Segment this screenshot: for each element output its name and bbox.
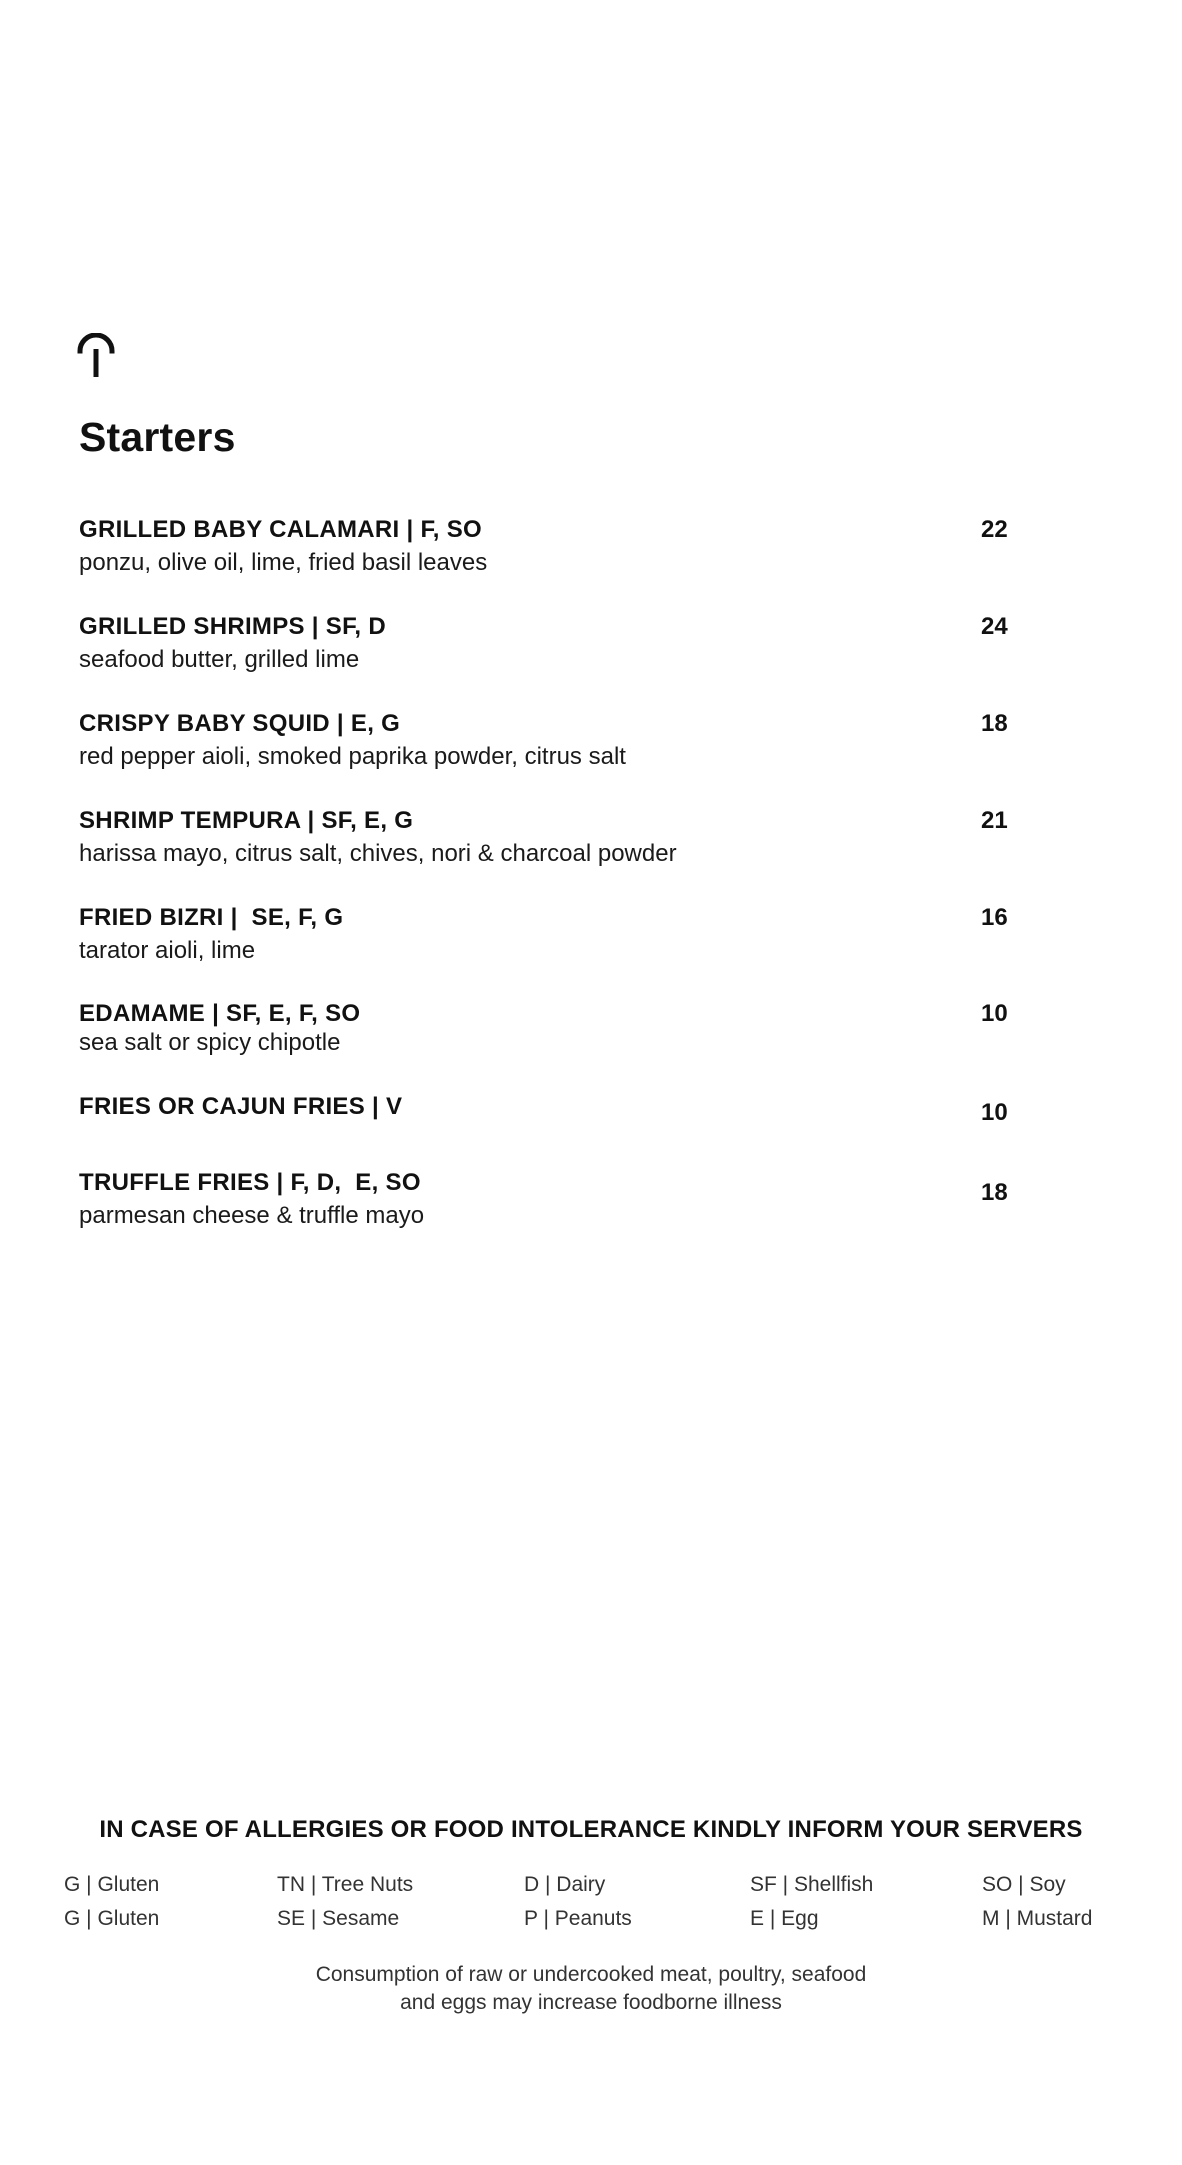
item-price: 22 bbox=[981, 516, 1008, 543]
health-disclaimer bbox=[0, 1961, 1182, 2017]
allergen-tree-nuts: TN | Tree Nuts bbox=[277, 1873, 414, 1896]
allergen-soy: SO | Soy bbox=[982, 1873, 1066, 1896]
allergen-sesame: SE | Sesame bbox=[277, 1907, 400, 1930]
item-price: 18 bbox=[981, 1179, 1008, 1206]
item-price: 16 bbox=[981, 904, 1008, 931]
allergen-dairy: D | Dairy bbox=[524, 1873, 606, 1896]
item-description: sea salt or spicy chipotle bbox=[79, 1029, 341, 1056]
disclaimer-line-1: Consumption of raw or undercooked meat, poultry, seafood bbox=[315, 1963, 867, 1986]
item-description: ponzu, olive oil, lime, fried basil leaves bbox=[79, 549, 488, 576]
item-description: parmesan cheese & truffle mayo bbox=[79, 1202, 425, 1229]
item-description: tarator aioli, lime bbox=[79, 937, 256, 964]
menu-list bbox=[79, 0, 1019, 1300]
item-price: 10 bbox=[981, 1099, 1008, 1126]
item-description: harissa mayo, citrus salt, chives, nori & charcoal powder bbox=[79, 840, 677, 867]
item-price: 21 bbox=[981, 807, 1008, 834]
item-description: seafood butter, grilled lime bbox=[79, 646, 360, 673]
item-price: 10 bbox=[981, 1000, 1008, 1027]
item-name: FRIES OR CAJUN FRIES | V bbox=[79, 1093, 403, 1120]
item-description: red pepper aioli, smoked paprika powder, citrus salt bbox=[79, 743, 626, 770]
item-name: GRILLED BABY CALAMARI | F, SO bbox=[79, 516, 482, 543]
item-name: SHRIMP TEMPURA | SF, E, G bbox=[79, 807, 414, 834]
section-title: Starters bbox=[79, 414, 236, 460]
item-name: FRIED BIZRI | SE, F, G bbox=[79, 904, 344, 931]
item-name: TRUFFLE FRIES | F, D, E, SO bbox=[79, 1169, 421, 1196]
allergen-gluten-2: G | Gluten bbox=[64, 1907, 160, 1930]
item-price: 24 bbox=[981, 613, 1008, 640]
allergen-egg: E | Egg bbox=[750, 1907, 819, 1930]
allergen-gluten: G | Gluten bbox=[64, 1873, 160, 1896]
item-name: EDAMAME | SF, E, F, SO bbox=[79, 1000, 361, 1027]
item-price: 18 bbox=[981, 710, 1008, 737]
allergy-notice: IN CASE OF ALLERGIES OR FOOD INTOLERANCE KINDLY INFORM YOUR SERVERS bbox=[99, 1816, 1083, 1843]
allergen-mustard: M | Mustard bbox=[982, 1907, 1093, 1930]
allergen-shellfish: SF | Shellfish bbox=[750, 1873, 874, 1896]
allergen-peanuts: P | Peanuts bbox=[524, 1907, 632, 1930]
item-name: CRISPY BABY SQUID | E, G bbox=[79, 710, 401, 737]
disclaimer-line-2: and eggs may increase foodborne illness bbox=[400, 1991, 782, 2014]
item-name: GRILLED SHRIMPS | SF, D bbox=[79, 613, 386, 640]
